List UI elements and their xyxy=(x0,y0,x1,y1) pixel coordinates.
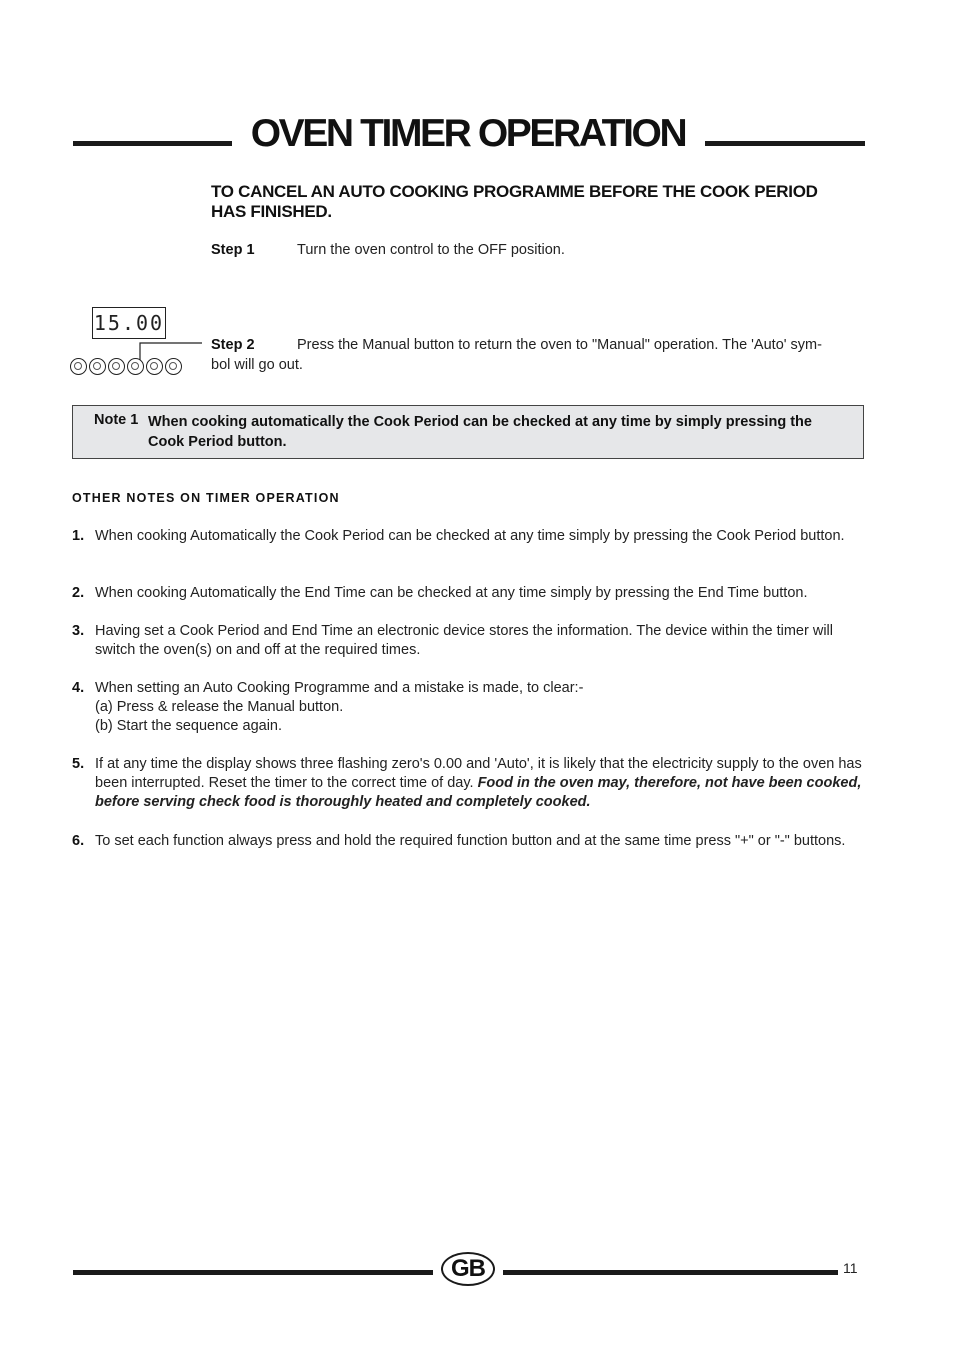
other-notes-heading: OTHER NOTES ON TIMER OPERATION xyxy=(72,491,340,505)
list-item-text: Having set a Cook Period and End Time an electronic device stores the information. The device within the timer will switch the oven(s) on and off at the required times. xyxy=(95,623,833,658)
timer-button-3 xyxy=(108,358,125,375)
list-item-text-line3: (b) Start the sequence again. xyxy=(95,718,283,734)
timer-button-1 xyxy=(70,358,87,375)
step1-label: Step 1 xyxy=(211,242,255,258)
country-badge xyxy=(441,1252,495,1286)
list-item-number: 6. xyxy=(72,833,85,849)
timer-button-6 xyxy=(165,358,182,375)
list-item-number: 1. xyxy=(72,528,85,544)
step1-text: Turn the oven control to the OFF position. xyxy=(297,242,565,258)
note-text: When cooking automatically the Cook Period can be checked at any time by simply pressing the Cook Period button. xyxy=(148,414,812,450)
cancel-section-heading: TO CANCEL AN AUTO COOKING PROGRAMME BEFORE THE COOK PERIOD HAS FINISHED. xyxy=(211,182,818,221)
list-item-text xyxy=(95,755,867,812)
page-number: 11 xyxy=(843,1260,858,1276)
footer-rule-left xyxy=(73,1270,433,1275)
list-item-text: When cooking Automatically the Cook Period can be checked at any time simply by pressing the Cook Period button. xyxy=(95,528,845,544)
list-item-text-line2: (a) Press & release the Manual button. xyxy=(95,699,344,715)
step2-text-line2: bol will go out. xyxy=(211,357,303,373)
list-item-number: 4. xyxy=(72,680,85,696)
list-item-number: 5. xyxy=(72,756,85,772)
title-rule-left xyxy=(73,141,232,146)
note-label: Note 1 xyxy=(94,412,139,428)
step2-text-line1: Press the Manual button to return the oven to "Manual" operation. The 'Auto' sym- xyxy=(297,337,822,353)
title-rule-right xyxy=(705,141,865,146)
warning-text: If at any time the display shows three flashing zero's 0.00 and 'Auto', it is likely that the electricity supply to the oven has been interrupted. Reset the timer to the correct time of day. xyxy=(95,756,862,791)
timer-display xyxy=(92,307,166,339)
list-item-number: 3. xyxy=(72,623,85,639)
timer-button-2 xyxy=(89,358,106,375)
list-item-text: To set each function always press and hold the required function button and at the same time press "+" or "-" buttons. xyxy=(95,833,846,849)
list-item-number: 2. xyxy=(72,585,85,601)
list-item-text-line1: When setting an Auto Cooking Programme and a mistake is made, to clear:- xyxy=(95,680,584,696)
step2-label: Step 2 xyxy=(211,337,255,353)
timer-display-readout: 15.00 xyxy=(93,311,165,335)
page-title: OVEN TIMER OPERATION xyxy=(250,112,686,155)
manual-button xyxy=(127,358,144,375)
warning-emphasis: Food in the oven may, therefore, not have been cooked, before serving check food is thoroughly heated and completely cooked. xyxy=(95,775,862,810)
timer-button-5 xyxy=(146,358,163,375)
country-badge-label: GB xyxy=(451,1255,485,1282)
timer-button-row xyxy=(70,358,182,375)
list-item-text: When cooking Automatically the End Time can be checked at any time simply by pressing the End Time button. xyxy=(95,585,808,601)
footer-rule-right xyxy=(503,1270,838,1275)
